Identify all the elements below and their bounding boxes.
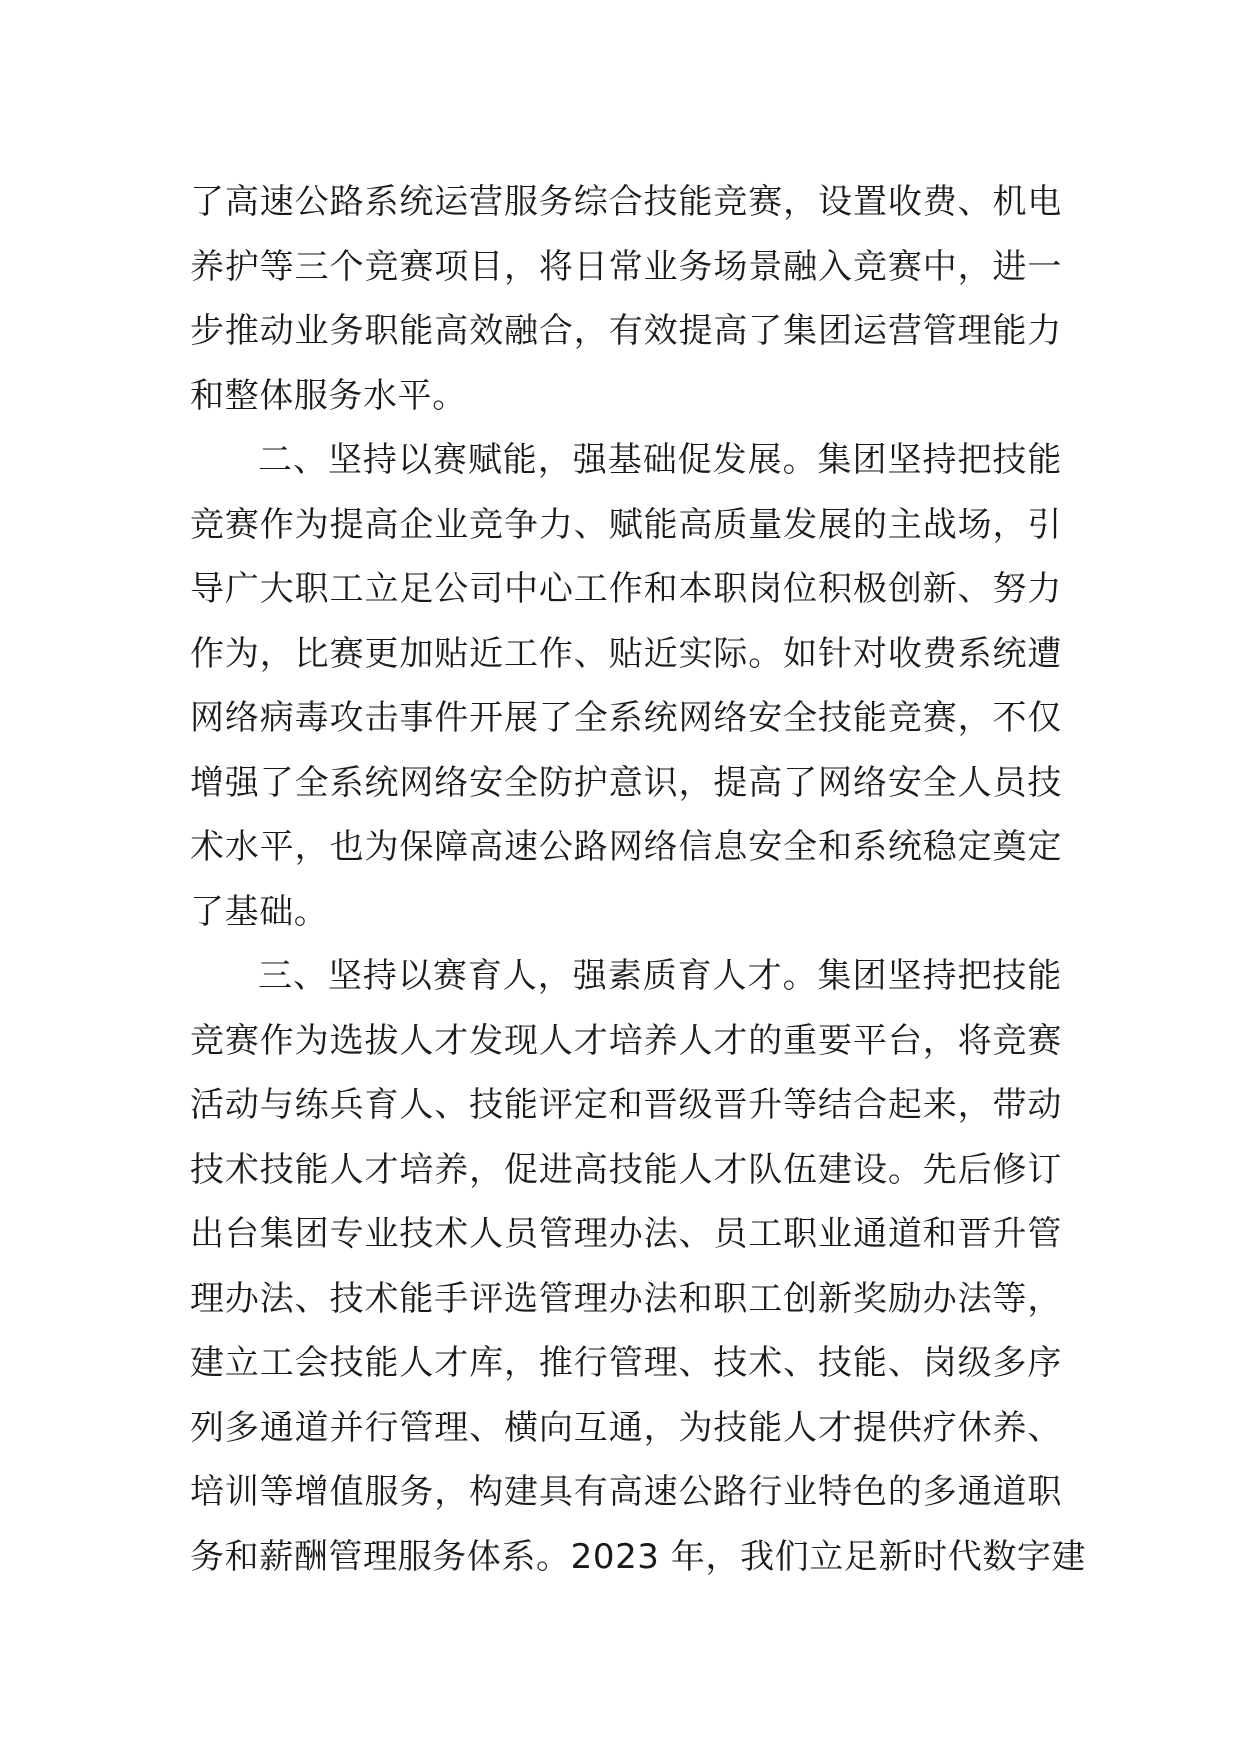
text-line: 养护等三个竞赛项目，将日常业务场景融入竞赛中，进一 bbox=[190, 246, 1062, 287]
text-line: 作为，比赛更加贴近工作、贴近实际。如针对收费系统遭 bbox=[190, 633, 1062, 674]
text-line: 列多通道并行管理、横向互通，为技能人才提供疗休养、 bbox=[190, 1407, 1062, 1448]
text-line: 了基础。 bbox=[190, 891, 329, 932]
text-line: 术水平，也为保障高速公路网络信息安全和系统稳定奠定 bbox=[190, 827, 1062, 867]
text-line: 建立工会技能人才库，推行管理、技术、技能、岗级多序 bbox=[190, 1343, 1062, 1383]
paragraph-heading-line: 二、坚持以赛赋能，强基础促发展。集团坚持把技能 bbox=[258, 440, 1062, 480]
text-line: 理办法、技术能手评选管理办法和职工创新奖励办法等， bbox=[190, 1278, 1062, 1319]
text-line: 活动与练兵育人、技能评定和晋级晋升等结合起来，带动 bbox=[190, 1085, 1062, 1125]
text-line: 步推动业务职能高效融合，有效提高了集团运营管理能力 bbox=[190, 311, 1062, 351]
text-line: 竞赛作为提高企业竞争力、赋能高质量发展的主战场，引 bbox=[190, 504, 1062, 545]
text-line: 和整体服务水平。 bbox=[190, 375, 467, 416]
text-line: 务和薪酬管理服务体系。2023 年，我们立足新时代数字建 bbox=[190, 1536, 1087, 1577]
text-line: 网络病毒攻击事件开展了全系统网络安全技能竞赛，不仅 bbox=[190, 698, 1062, 738]
text-line: 导广大职工立足公司中心工作和本职岗位积极创新、努力 bbox=[190, 569, 1062, 609]
paragraph-heading-line: 三、坚持以赛育人，强素质育人才。集团坚持把技能 bbox=[258, 956, 1062, 996]
text-line: 增强了全系统网络安全防护意识，提高了网络安全人员技 bbox=[190, 762, 1062, 803]
text-line: 技术技能人才培养，促进高技能人才队伍建设。先后修订 bbox=[190, 1149, 1062, 1190]
text-line: 出台集团专业技术人员管理办法、员工职业通道和晋升管 bbox=[190, 1214, 1062, 1254]
text-line: 培训等增值服务，构建具有高速公路行业特色的多通道职 bbox=[190, 1472, 1062, 1512]
body-text bbox=[190, 170, 1087, 1589]
text-line: 竞赛作为选拔人才发现人才培养人才的重要平台，将竞赛 bbox=[190, 1020, 1062, 1061]
text-line: 了高速公路系统运营服务综合技能竞赛，设置收费、机电 bbox=[190, 182, 1062, 222]
